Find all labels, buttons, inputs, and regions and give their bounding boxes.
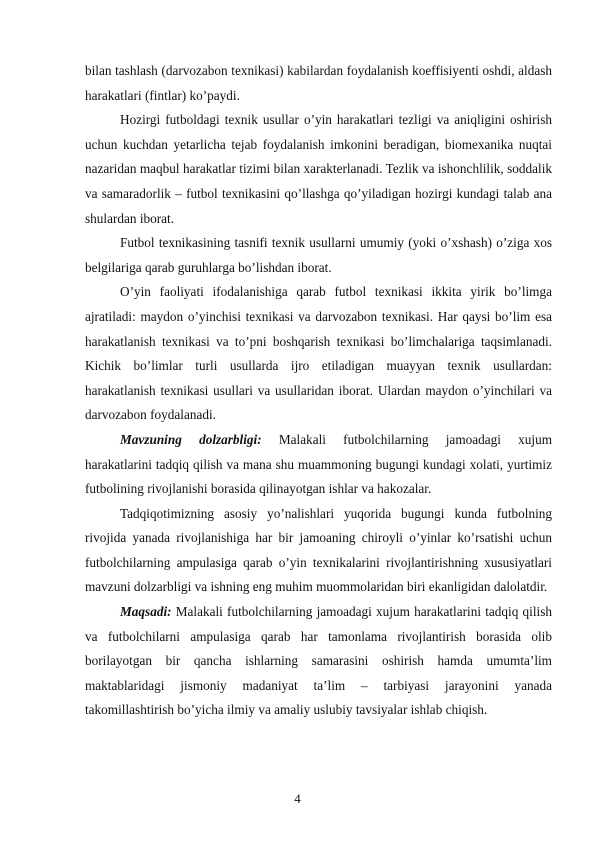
goal-heading: Maqsadi: bbox=[120, 604, 172, 620]
paragraph-text: Malakali futbolchilarning jamoadagi xujum harakatlarini tadqiq qilish va mana shu muammoning bugungi kundagi xolati, yurtimiz futbolining rivojlanishi borasida qilinayotgan ishlar va hakozalar. bbox=[85, 431, 553, 497]
paragraph-text: Tadqiqotimizning asosiy yo’nalishlari yuqorida bugungi kunda futbolning rivojida yanada rivojlanishiga har bir jamoaning chiroyli o’yinlar ko’rsatishi uchun futbolchilarning ampulasiga qarab o’yin texnikalarini rivojlantirishning xususiyatlari mavzuni dolzarbligi va ishning eng muhim muommolaridan biri ekanligidan dalolatdir. bbox=[85, 505, 552, 595]
paragraph-text: Malakali futbolchilarning jamoadagi xujum harakatlarini tadqiq qilish va futbolchilarni ampulasiga qarab har tamonlama rivojlantirish borasida olib borilayotgan bir qancha ishlarning samarasini oshirish hamda umumta’lim maktablaridagi jismoniy madaniyat ta’lim – tarbiyasi jarayonini yanada takomillashtirish bo’yicha ilmiy va amaliy uslubiy tavsiyalar ishlab chiqish. bbox=[85, 604, 552, 718]
paragraph-classification bbox=[85, 231, 552, 280]
page-number: 4 bbox=[294, 791, 301, 806]
paragraph-research-directions bbox=[85, 502, 552, 600]
paragraph-text: O’yin faoliyati ifodalanishiga qarab futbol texnikasi ikkita yirik bo’limga ajratiladi: maydon o’yinchisi texnikasi va darvozabon texnikasi. Har qaysi bo’lim esa harakatlanish texnikasi va to’pni boshqarish texnikasi bo’limchalariga taqsimlanadi. Kichik bo’limlar turli usullarda ijro etiladigan muayyan texnik usullardan: harakatlanish texnikasi usullari va usullaridan iborat. Ulardan maydon o’yinchilari va darvozabon foydalanadi. bbox=[85, 284, 552, 423]
paragraph-game-activity bbox=[85, 280, 552, 428]
paragraph-goal bbox=[85, 600, 552, 723]
paragraph-continuation bbox=[85, 59, 552, 108]
relevance-heading: Mavzuning dolzarbligi: bbox=[120, 431, 262, 447]
paragraph-modern-technique bbox=[85, 108, 552, 231]
paragraph-text: Hozirgi futboldagi texnik usullar o’yin harakatlari tezligi va aniqligini oshirish uchun kuchdan yetarlicha tejab foydalanish imkonini beradigan, biomexanika nuqtai nazaridan maqbul harakatlar tizimi bilan xarakterlanadi. Tezlik va ishonchlilik, soddalik va samaradorlik – futbol texnikasini qo’llashga qo’yiladigan hozirgi kundagi talab ana shulardan iborat. bbox=[85, 112, 552, 226]
page-body bbox=[85, 59, 552, 723]
paragraph-text: Futbol texnikasining tasnifi texnik usullarni umumiy (yoki o’xshash) o’ziga xos belgilariga qarab guruhlarga bo’lishdan iborat. bbox=[85, 235, 552, 275]
paragraph-text: bilan tashlash (darvozabon texnikasi) kabilardan foydalanish koeffisiyenti oshdi, aldash harakatlari (fintlar) ko’paydi. bbox=[85, 63, 552, 103]
paragraph-relevance bbox=[85, 428, 552, 502]
